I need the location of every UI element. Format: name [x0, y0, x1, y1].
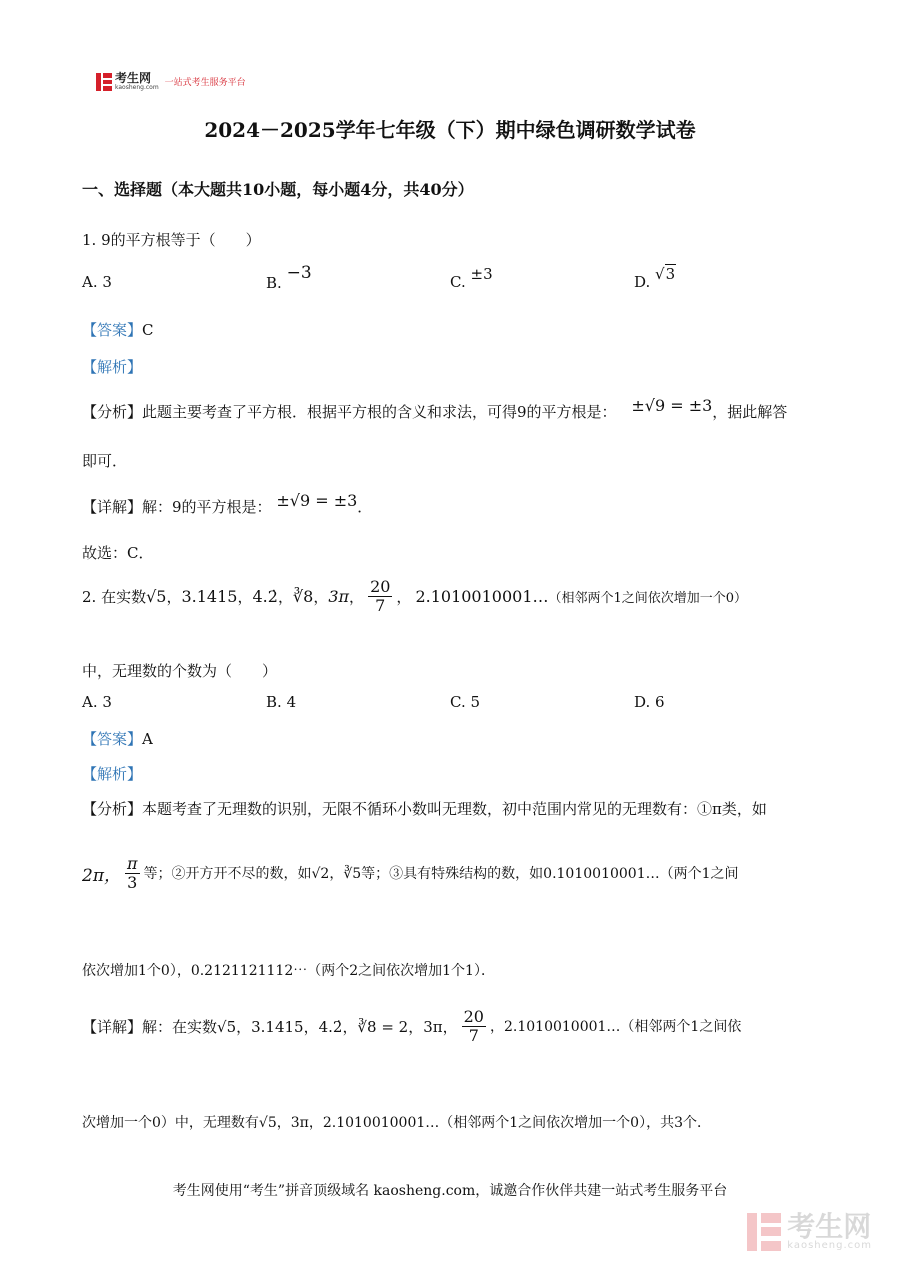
logo-en: kaosheng.com: [115, 84, 159, 91]
q2-detail-line2: 次增加一个0）中，无理数有√5，3π，2.1010010001…（相邻两个1之间依次增加一个0），共3个．: [82, 1115, 711, 1131]
q1-analysis-tag: 【解析】: [82, 358, 143, 376]
q1-option-b: B. −3: [266, 263, 312, 292]
q2-option-b: B. 4: [266, 693, 297, 711]
q1-option-a: A. 3: [82, 273, 112, 291]
page-footer: 考生网使用“考生”拼音顶级域名 kaosheng.com，诚邀合作伙伴共建一站式考生服务平台: [172, 1183, 728, 1199]
q1-fenxi-line2: 即可．: [82, 452, 128, 470]
q1-option-c: C. ±3: [450, 265, 493, 291]
fraction-20-7-detail: $\frac{20}{7}$: [463, 1007, 484, 1045]
q2-detail: 【详解】 解：在实数√5，3.1415，4.2̇，∛8 = 2，3π， $\frac{20}{7}$ ，2.1010010001…（相邻两个1之间依: [82, 1007, 742, 1045]
q1-stem: 1. 9的平方根等于（ ）: [82, 231, 261, 249]
q2-stem-line2: 中，无理数的个数为（ ）: [82, 662, 278, 680]
q1-choose: 故选：C．: [82, 544, 154, 562]
sqrt-icon: √3: [655, 265, 676, 283]
watermark-logo-icon: [747, 1213, 781, 1251]
q2-option-d: D. 6: [634, 693, 665, 711]
header-logo: [96, 72, 246, 91]
watermark-cn: 考生网: [787, 1210, 872, 1243]
q2-fenxi-line3: 依次增加1个0），0.2121121112⋯（两个2之间依次增加1个1）．: [82, 963, 495, 979]
logo-slogan: 一站式考生服务平台: [164, 78, 246, 88]
watermark-en: kaosheng.com: [787, 1240, 872, 1251]
q2-analysis-tag: 【解析】: [82, 765, 143, 783]
logo-icon: [96, 73, 112, 91]
page-title: 2024－2025学年七年级（下）期中绿色调研数学试卷: [204, 118, 696, 142]
section-heading: 一、选择题（本大题共10小题，每小题4分，共40分）: [82, 180, 474, 199]
q2-option-a: A. 3: [82, 693, 112, 711]
q2-fenxi: 【分析】本题考查了无理数的识别，无限不循环小数叫无理数，初中范围内常见的无理数有：①π类，如: [82, 800, 767, 818]
logo-cn: 考生网: [115, 71, 152, 85]
q2-fenxi-line2: 2π， $\frac{\pi}{3}$ 等；②开方开不尽的数，如√2，∛5等；③具有特殊结构的数，如0.1010010001…（两个1之间: [82, 854, 739, 892]
q2-stem: 2. 在实数 √5 ， 3.1415 ， 4.2̇ ， ∛8 ， 3π ， $\frac{20}{7}$ ， 2.1010010001… （相邻两个1之间依次增加一个0）: [82, 577, 748, 615]
watermark: [747, 1210, 872, 1251]
q1-fenxi: 【分析】此题主要考查了平方根．根据平方根的含义和求法，可得9的平方根是： ±√9 = ±3，据此解答: [82, 396, 788, 421]
q2-answer: 【答案】A: [82, 730, 153, 748]
q1-option-d: D. √3: [634, 265, 676, 291]
q1-detail: 【详解】解：9的平方根是： ±√9 = ±3．: [82, 491, 373, 516]
q2-option-c: C. 5: [450, 693, 481, 711]
fraction-20-7: $\frac{20}{7}$: [370, 577, 391, 615]
q1-answer: 【答案】C: [82, 321, 154, 339]
fraction-pi-3: $\frac{\pi}{3}$: [127, 854, 138, 892]
